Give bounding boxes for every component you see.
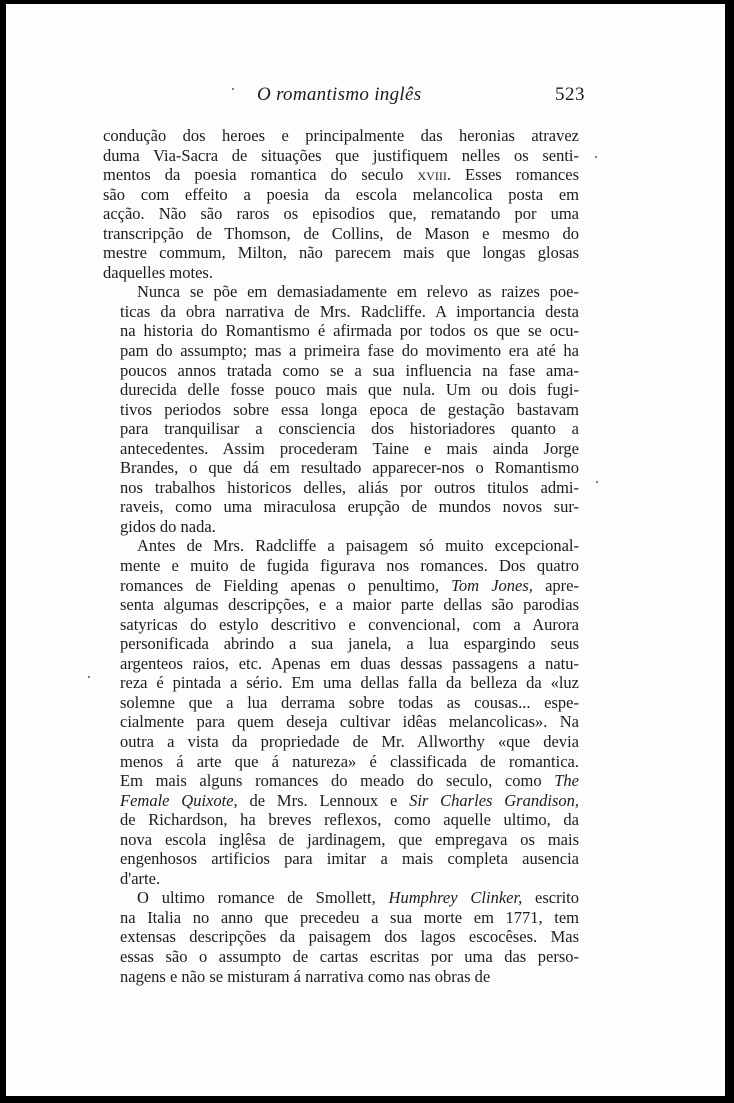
paragraph	[103, 126, 579, 282]
text-line: raveis, como uma miraculosa erupção de mundos novos sur-	[120, 497, 579, 517]
text-line: Em mais alguns romances do meado do seculo, como The	[120, 771, 579, 791]
text-line: extensas descripções da paisagem dos lagos escocêses. Mas	[120, 927, 579, 947]
scan-speck	[232, 88, 234, 90]
text-line: de Richardson, ha breves reflexos, como aquelle ultimo, da	[120, 810, 579, 830]
text-line: Antes de Mrs. Radcliffe a paisagem só muito excepcional-	[137, 536, 579, 556]
page-number: 523	[555, 84, 585, 105]
text-line: na historia do Romantismo é afirmada por todos os que se ocu-	[120, 321, 579, 341]
text-line: engenhosos artificios para imitar a mais completa ausencia	[120, 849, 579, 869]
text-line: Brandes, o que dá em resultado apparecer-nos o Romantismo	[120, 458, 579, 478]
text-line: nagens e não se misturam á narrativa como nas obras de	[120, 966, 491, 986]
scan-border-top	[0, 0, 734, 4]
text-line: poucos annos tratada como se a sua influencia na fase ama-	[120, 360, 579, 380]
text-line: cialmente para quem deseja cultivar idêas melancolicas». Na	[120, 712, 579, 732]
text-line: tivos periodos sobre essa longa epoca de gestação bastavam	[120, 399, 579, 419]
text-line: senta algumas descripções, e a maior parte dellas são parodias	[120, 595, 579, 615]
paragraph	[103, 282, 579, 536]
text-line: transcripção de Thomson, de Collins, de Mason e mesmo do	[103, 223, 579, 243]
paragraph	[103, 888, 579, 986]
scan-speck	[596, 481, 598, 483]
text-line: nos trabalhos historicos delles, aliás por outros titulos admi-	[120, 477, 579, 497]
scan-speck	[88, 676, 90, 678]
text-line: reza é pintada a sério. Em uma dellas falla da belleza da «luz	[120, 673, 579, 693]
scan-speck	[595, 156, 597, 158]
scan-border-bottom	[0, 1096, 734, 1103]
text-line: ticas da obra narrativa de Mrs. Radcliffe. A importancia desta	[120, 301, 579, 321]
text-line: para tranquilisar a consciencia dos historiadores quanto a	[120, 419, 579, 439]
text-line: Female Quixote, de Mrs. Lennoux e Sir Charles Grandison,	[120, 790, 579, 810]
paragraph	[103, 536, 579, 888]
text-line: antecedentes. Assim procederam Taine e mais ainda Jorge	[120, 438, 579, 458]
text-line: satyricas do estylo descritivo e convencional, com a Aurora	[120, 614, 579, 634]
text-line: mestre commum, Milton, não parecem mais que longas glosas	[103, 243, 579, 263]
text-line: solemne que a lua derrama sobre todas as cousas... espe-	[120, 692, 579, 712]
text-line: condução dos heroes e principalmente das heronias atravez	[103, 126, 579, 145]
text-line: nova escola inglêsa de jardinagem, que empregava os mais	[120, 829, 579, 849]
text-line: essas são o assumpto de cartas escritas por uma das perso-	[120, 946, 579, 966]
text-line: daquelles motes.	[103, 262, 213, 282]
text-line: pam do assumpto; mas a primeira fase do movimento era até ha	[120, 341, 579, 361]
text-line: na Italia no anno que precedeu a sua morte em 1771, tem	[120, 907, 579, 927]
scan-border-left	[0, 0, 6, 1103]
text-line: menos á arte que á natureza» é classificada de romantica.	[120, 751, 579, 771]
text-line: são com effeito a poesia da escola melancolica posta em	[103, 184, 579, 204]
text-line: acção. Não são raros os episodios que, rematando por uma	[103, 204, 579, 224]
page-header	[103, 84, 585, 110]
scan-border-right	[725, 0, 734, 1103]
text-line: argenteos raios, etc. Apenas em duas dessas passagens a natu-	[120, 653, 579, 673]
text-line: outra a vista da propriedade de Mr. Allworthy «que devia	[120, 731, 579, 751]
running-title: O romantismo inglês	[257, 84, 422, 105]
text-line: durecida delle fosse pouco mais que nula. Um ou dois fugi-	[120, 380, 579, 400]
text-line: romances de Fielding apenas o penultimo, Tom Jones, apre-	[120, 575, 579, 595]
body-text	[103, 126, 579, 986]
text-line: d'arte.	[120, 868, 161, 888]
text-line: mentos da poesia romantica do seculo xviii. Esses romances	[103, 165, 579, 185]
text-line: gidos do nada.	[120, 516, 216, 536]
text-line: O ultimo romance de Smollett, Humphrey Clinker, escrito	[137, 888, 580, 908]
text-line: personificada abrindo a sua janela, a lua espargindo seus	[120, 634, 579, 654]
text-line: Nunca se põe em demasiadamente em relevo as raizes poe-	[137, 282, 579, 302]
text-line: mente e muito de fugida figurava nos romances. Dos quatro	[120, 556, 579, 576]
text-line: duma Via-Sacra de situações que justifiquem nelles os senti-	[103, 145, 579, 165]
